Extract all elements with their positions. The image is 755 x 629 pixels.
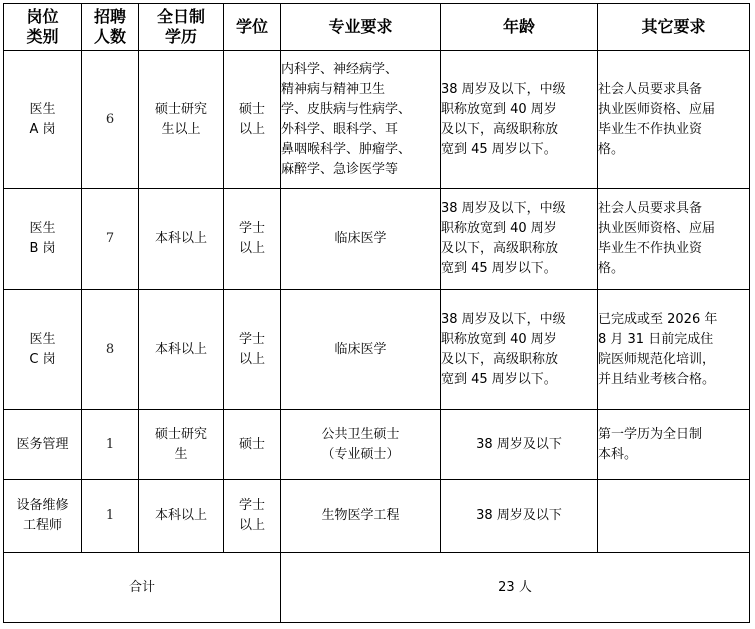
other-requirements-cell: 已完成或至 2026 年 8 月 31 日前完成住 院医师规范化培训， 并且结业考核合格。 — [598, 290, 750, 410]
recruitment-table — [3, 3, 750, 623]
header-row — [4, 4, 750, 51]
other-requirements-cell — [598, 480, 750, 553]
major-cell: 公共卫生硕士 （专业硕士） — [281, 410, 441, 480]
headcount-cell: 1 — [82, 410, 139, 480]
degree-cell: 学士 以上 — [224, 189, 281, 290]
education-cell: 本科以上 — [139, 189, 224, 290]
age-cell: 38 周岁及以下 — [441, 410, 598, 480]
header-age: 年龄 — [441, 4, 598, 51]
headcount-cell: 7 — [82, 189, 139, 290]
position-category-cell: 医生 C 岗 — [4, 290, 82, 410]
age-cell: 38 周岁及以下 — [441, 480, 598, 553]
header-education: 全日制 学历 — [139, 4, 224, 51]
education-cell: 硕士研究 生以上 — [139, 51, 224, 189]
education-cell: 本科以上 — [139, 480, 224, 553]
table-row — [4, 480, 750, 553]
table-row — [4, 290, 750, 410]
education-cell: 本科以上 — [139, 290, 224, 410]
header-other: 其它要求 — [598, 4, 750, 51]
degree-cell: 硕士 以上 — [224, 51, 281, 189]
total-value: 23 人 — [281, 553, 750, 623]
header-count: 招聘 人数 — [82, 4, 139, 51]
header-degree: 学位 — [224, 4, 281, 51]
degree-cell: 学士 以上 — [224, 480, 281, 553]
table-row — [4, 410, 750, 480]
degree-cell: 学士 以上 — [224, 290, 281, 410]
header-major: 专业要求 — [281, 4, 441, 51]
major-cell: 生物医学工程 — [281, 480, 441, 553]
other-requirements-cell: 社会人员要求具备 执业医师资格、应届 毕业生不作执业资 格。 — [598, 51, 750, 189]
age-cell: 38 周岁及以下，中级 职称放宽到 40 周岁 及以下，高级职称放 宽到 45 周岁以下。 — [441, 290, 598, 410]
position-category-cell: 医务管理 — [4, 410, 82, 480]
other-requirements-cell: 社会人员要求具备 执业医师资格、应届 毕业生不作执业资 格。 — [598, 189, 750, 290]
age-cell: 38 周岁及以下，中级 职称放宽到 40 周岁 及以下，高级职称放 宽到 45 周岁以下。 — [441, 51, 598, 189]
degree-cell: 硕士 — [224, 410, 281, 480]
major-cell: 临床医学 — [281, 189, 441, 290]
table-row — [4, 189, 750, 290]
education-cell: 硕士研究 生 — [139, 410, 224, 480]
headcount-cell: 1 — [82, 480, 139, 553]
table-row — [4, 51, 750, 189]
major-cell: 内科学、神经病学、 精神病与精神卫生 学、皮肤病与性病学、 外科学、眼科学、耳 鼻咽喉科学、肿瘤学、 麻醉学、急诊医学等 — [281, 51, 441, 189]
total-row — [4, 553, 750, 623]
other-requirements-cell: 第一学历为全日制 本科。 — [598, 410, 750, 480]
position-category-cell: 医生 A 岗 — [4, 51, 82, 189]
major-cell: 临床医学 — [281, 290, 441, 410]
headcount-cell: 8 — [82, 290, 139, 410]
age-cell: 38 周岁及以下，中级 职称放宽到 40 周岁 及以下，高级职称放 宽到 45 周岁以下。 — [441, 189, 598, 290]
header-category: 岗位 类别 — [4, 4, 82, 51]
headcount-cell: 6 — [82, 51, 139, 189]
position-category-cell: 医生 B 岗 — [4, 189, 82, 290]
total-label: 合计 — [4, 553, 281, 623]
position-category-cell: 设备维修 工程师 — [4, 480, 82, 553]
